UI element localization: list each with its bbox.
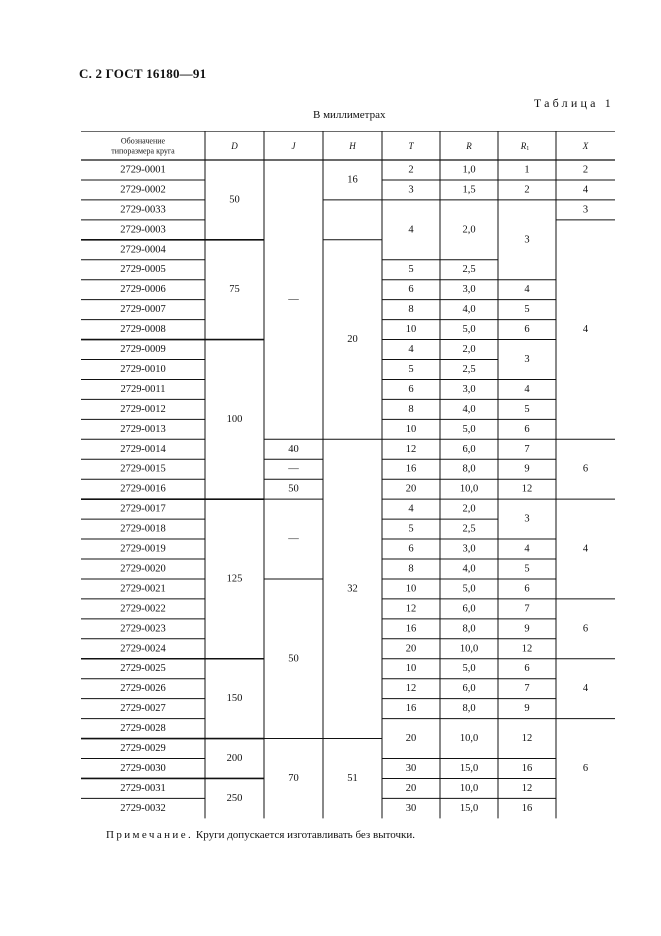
row-code: 2729-0033 (120, 204, 166, 216)
cell-r: 10,0 (459, 643, 479, 655)
merged-cell-d: 125 (226, 573, 243, 585)
cell-r: 4,0 (462, 304, 476, 316)
row-code: 2729-0010 (120, 363, 166, 375)
row-code: 2729-0001 (120, 164, 166, 176)
cell-t: 20 (405, 643, 417, 655)
merged-cell-d: 75 (229, 284, 240, 296)
merged-cell-r1: 3 (524, 234, 530, 246)
cell-r1: 16 (521, 802, 533, 814)
cell-r: 2,5 (462, 264, 476, 276)
cell-r: 5,0 (462, 423, 476, 435)
cell-j: — (288, 463, 299, 475)
row-code: 2729-0003 (120, 224, 166, 236)
cell-r: 2,0 (462, 344, 476, 356)
row-code: 2729-0018 (120, 523, 166, 535)
row-code: 2729-0011 (120, 383, 166, 395)
cell-r1: 16 (521, 762, 533, 774)
header-x: X (582, 141, 589, 151)
row-code: 2729-0023 (120, 623, 166, 635)
cell-t: 16 (405, 703, 417, 715)
row-code: 2729-0025 (120, 663, 166, 675)
cell-t: 16 (405, 463, 417, 475)
merged-cell-r: 2,0 (462, 224, 476, 236)
row-code: 2729-0029 (120, 743, 166, 755)
header-t: T (408, 141, 414, 151)
cell-t: 12 (405, 603, 417, 615)
cell-r1: 4 (524, 383, 530, 395)
row-code: 2729-0027 (120, 703, 166, 715)
cell-r: 1,0 (462, 164, 476, 176)
cell-r1: 5 (524, 304, 530, 316)
row-code: 2729-0017 (120, 503, 166, 515)
cell-r: 1,5 (462, 184, 476, 196)
row-code: 2729-0021 (120, 583, 166, 595)
cell-r1: 6 (524, 324, 530, 336)
merged-cell-x: 4 (582, 683, 589, 695)
cell-r1: 9 (524, 623, 530, 635)
header-d: D (231, 141, 238, 151)
cell-t: 8 (408, 304, 414, 316)
row-code: 2729-0014 (120, 443, 166, 455)
cell-r1: 7 (524, 443, 530, 455)
row-code: 2729-0022 (120, 603, 166, 615)
cell-r1: 1 (524, 164, 530, 176)
merged-cell-x: 4 (582, 324, 589, 336)
cell-r: 6,0 (462, 603, 476, 615)
cell-r: 8,0 (462, 623, 476, 635)
cell-t: 2 (408, 164, 414, 176)
cell-r1: 4 (524, 284, 530, 296)
cell-t: 12 (405, 683, 417, 695)
cell-r: 5,0 (462, 663, 476, 675)
row-code: 2729-0019 (120, 543, 166, 555)
cell-r: 4,0 (462, 563, 476, 575)
cell-r: 6,0 (462, 683, 476, 695)
merged-cell-d: 100 (226, 413, 243, 425)
cell-t: 16 (405, 623, 417, 635)
cell-t: 5 (408, 363, 414, 375)
merged-cell-r: 10,0 (459, 733, 479, 745)
cell-r1: 12 (521, 782, 533, 794)
cell-r: 15,0 (459, 802, 479, 814)
cell-r: 10,0 (459, 483, 479, 495)
row-code: 2729-0002 (120, 184, 166, 196)
cell-t: 6 (408, 383, 414, 395)
cell-r: 8,0 (462, 463, 476, 475)
row-code: 2729-0005 (120, 264, 166, 276)
merged-cell-r1: 3 (524, 354, 530, 365)
cell-t: 10 (405, 423, 417, 435)
row-code: 2729-0004 (120, 244, 166, 256)
units-caption: В миллиметрах (313, 109, 386, 121)
cell-t: 10 (405, 324, 417, 336)
row-code: 2729-0031 (120, 782, 166, 794)
merged-cell-j: 40 (288, 443, 299, 455)
row-code: 2729-0006 (120, 284, 166, 296)
cell-r1: 7 (524, 683, 530, 695)
header-j: J (291, 141, 296, 151)
merged-cell-d: 50 (229, 194, 240, 206)
table-note (106, 829, 415, 841)
row-code: 2729-0007 (120, 304, 166, 316)
cell-r1: 9 (524, 703, 530, 715)
cell-x: 4 (582, 184, 589, 196)
merged-cell-d: 150 (226, 693, 243, 705)
row-code: 2729-0016 (120, 483, 166, 495)
cell-r1: 4 (524, 543, 530, 555)
cell-t: 12 (405, 443, 417, 455)
note-text: Круги допускается изготавливать без выточки. (195, 829, 415, 841)
cell-r: 6,0 (462, 443, 476, 455)
cell-r: 5,0 (462, 583, 476, 595)
cell-r1: 5 (524, 403, 530, 415)
table-label: Таблица 1 (533, 96, 614, 110)
cell-t: 4 (408, 503, 414, 515)
cell-r1: 12 (521, 483, 533, 495)
cell-r1: 5 (524, 563, 530, 575)
cell-r: 2,5 (462, 363, 476, 375)
cell-t: 6 (408, 284, 414, 296)
cell-r: 3,0 (462, 383, 476, 395)
merged-cell-h: 32 (347, 583, 358, 595)
cell-r: 2,5 (462, 523, 476, 535)
merged-cell-d: 200 (226, 753, 243, 764)
merged-cell-x: 4 (582, 543, 589, 555)
cell-t: 10 (405, 663, 417, 675)
merged-cell-h: 16 (347, 174, 358, 186)
cell-t: 6 (408, 543, 414, 555)
cell-t: 30 (405, 762, 417, 774)
cell-r: 8,0 (462, 703, 476, 715)
merged-cell-j: 70 (288, 772, 299, 784)
merged-cell-t: 4 (408, 224, 414, 236)
cell-r1: 6 (524, 423, 530, 435)
row-code: 2729-0012 (120, 403, 166, 415)
header-h: H (349, 141, 356, 151)
header-designation: Обозначение (120, 136, 166, 146)
merged-cell-x: 6 (582, 762, 589, 774)
cell-r: 3,0 (462, 284, 476, 296)
cell-t: 5 (408, 264, 414, 276)
cell-j: 50 (288, 483, 299, 495)
cell-r1: 12 (521, 643, 533, 655)
cell-r1: 6 (524, 663, 530, 675)
note-label: Примечание. (106, 829, 194, 841)
row-code: 2729-0026 (120, 683, 166, 695)
cell-t: 4 (408, 344, 414, 356)
row-code: 2729-0020 (120, 563, 166, 575)
merged-cell-x: 6 (582, 463, 589, 475)
dimensions-table (81, 131, 615, 821)
cell-r1: 9 (524, 463, 530, 475)
merged-cell-h: 51 (347, 772, 358, 784)
cell-r1: 6 (524, 583, 530, 595)
header-r: R (466, 141, 472, 151)
cell-t: 5 (408, 523, 414, 535)
cell-t: 3 (408, 184, 414, 196)
merged-cell-t: 20 (405, 733, 417, 745)
cell-r1: 7 (524, 603, 530, 615)
row-code: 2729-0030 (120, 762, 166, 774)
cell-x: 3 (582, 204, 589, 216)
merged-cell-j: — (288, 533, 299, 545)
cell-t: 8 (408, 563, 414, 575)
merged-cell-r1: 12 (521, 733, 533, 745)
row-code: 2729-0015 (120, 463, 166, 475)
merged-cell-j: — (288, 294, 299, 306)
row-code: 2729-0032 (120, 802, 166, 814)
cell-r: 2,0 (462, 503, 476, 515)
cell-x: 2 (582, 164, 589, 176)
row-code: 2729-0008 (120, 324, 166, 336)
cell-r: 10,0 (459, 782, 479, 794)
cell-t: 8 (408, 403, 414, 415)
page-header: С. 2 ГОСТ 16180—91 (79, 66, 207, 81)
merged-cell-h: 20 (347, 334, 358, 346)
merged-cell-x: 6 (582, 623, 589, 635)
cell-r: 3,0 (462, 543, 476, 555)
header-r1: $R_1$ (520, 141, 530, 152)
merged-cell-d: 250 (226, 792, 243, 804)
cell-t: 10 (405, 583, 417, 595)
cell-r: 15,0 (459, 762, 479, 774)
cell-r: 4,0 (462, 403, 476, 415)
cell-r1: 2 (524, 184, 530, 196)
cell-t: 20 (405, 782, 417, 794)
row-code: 2729-0024 (120, 643, 166, 655)
merged-cell-r1: 3 (524, 513, 530, 525)
merged-cell-j: 50 (288, 653, 299, 665)
header-designation-sub: типоразмера круга (111, 146, 175, 156)
row-code: 2729-0028 (120, 723, 166, 735)
row-code: 2729-0009 (120, 344, 166, 356)
cell-r: 5,0 (462, 324, 476, 336)
cell-t: 30 (405, 802, 417, 814)
row-code: 2729-0013 (120, 423, 166, 435)
cell-t: 20 (405, 483, 417, 495)
